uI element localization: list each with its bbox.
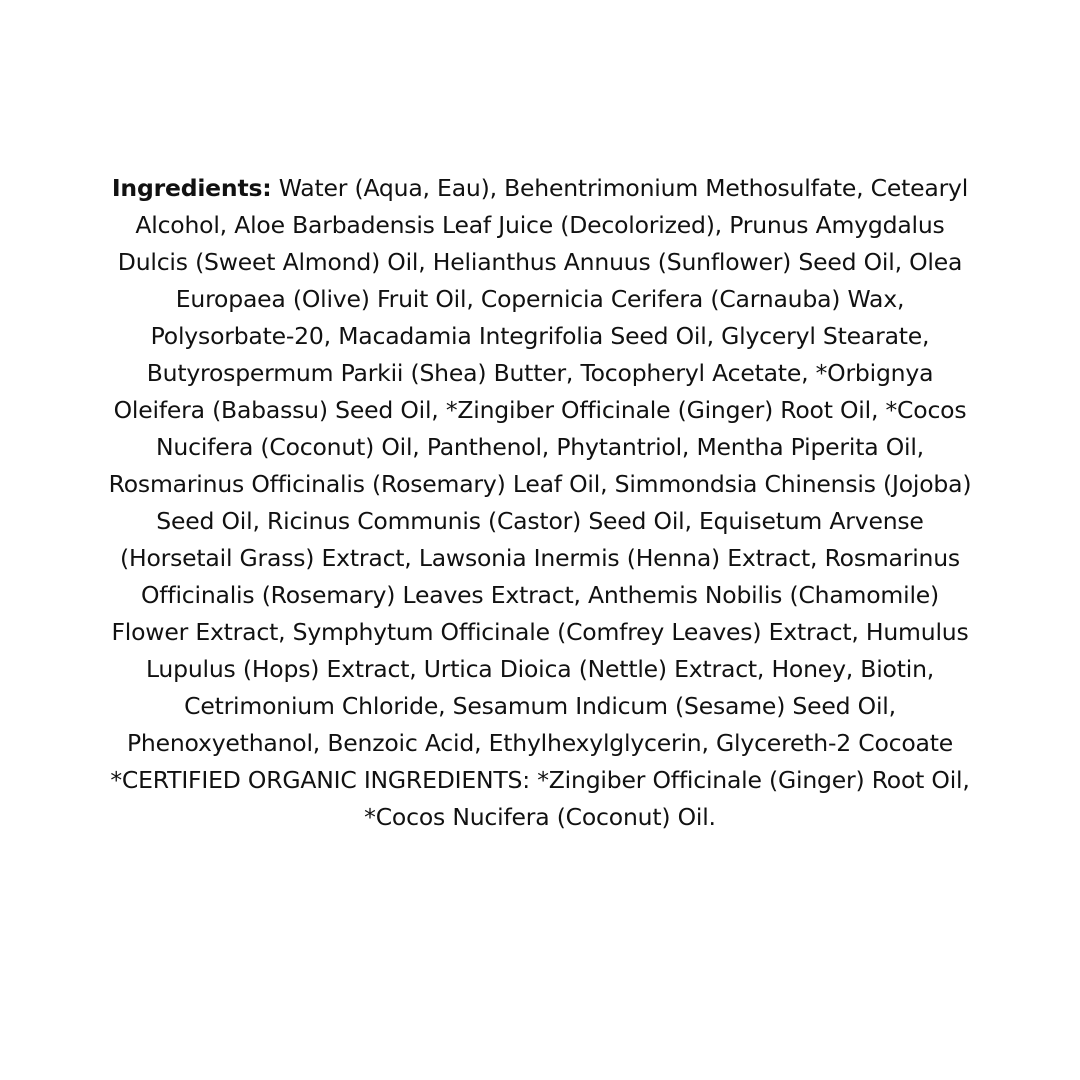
ingredients-heading: Ingredients:: [111, 174, 272, 202]
ingredients-text-block: [105, 170, 975, 836]
certified-organic-note: *CERTIFIED ORGANIC INGREDIENTS: *Zingiber Officinale (Ginger) Root Oil, *Cocos Nucifera (Coconut) Oil.: [110, 766, 970, 831]
ingredients-list: Water (Aqua, Eau), Behentrimonium Methosulfate, Cetearyl Alcohol, Aloe Barbadensis Leaf Juice (Decolorized), Prunus Amygdalus Dulcis (Sweet Almond) Oil, Helianthus Annuus (Sunflower) Seed Oil, Olea Europaea (Olive) Fruit Oil, Copernicia Cerifera (Carnauba) Wax, Polysorbate-20, Macadamia Integrifolia Seed Oil, Glyceryl Stearate, Butyrospermum Parkii (Shea) Butter, Tocopheryl Acetate, *Orbignya Oleifera (Babassu) Seed Oil, *Zingiber Officinale (Ginger) Root Oil, *Cocos Nucifera (Coconut) Oil, Panthenol, Phytantriol, Mentha Piperita Oil, Rosmarinus Officinalis (Rosemary) Leaf Oil, Simmondsia Chinensis (Jojoba) Seed Oil, Ricinus Communis (Castor) Seed Oil, Equisetum Arvense (Horsetail Grass) Extract, Lawsonia Inermis (Henna) Extract, Rosmarinus Officinalis (Rosemary) Leaves Extract, Anthemis Nobilis (Chamomile) Flower Extract, Symphytum Officinale (Comfrey Leaves) Extract, Humulus Lupulus (Hops) Extract, Urtica Dioica (Nettle) Extract, Honey, Biotin, Cetrimonium Chloride, Sesamum Indicum (Sesame) Seed Oil, Phenoxyethanol, Benzoic Acid, Ethylhexylglycerin, Glycereth-2 Cocoate: [108, 174, 972, 757]
